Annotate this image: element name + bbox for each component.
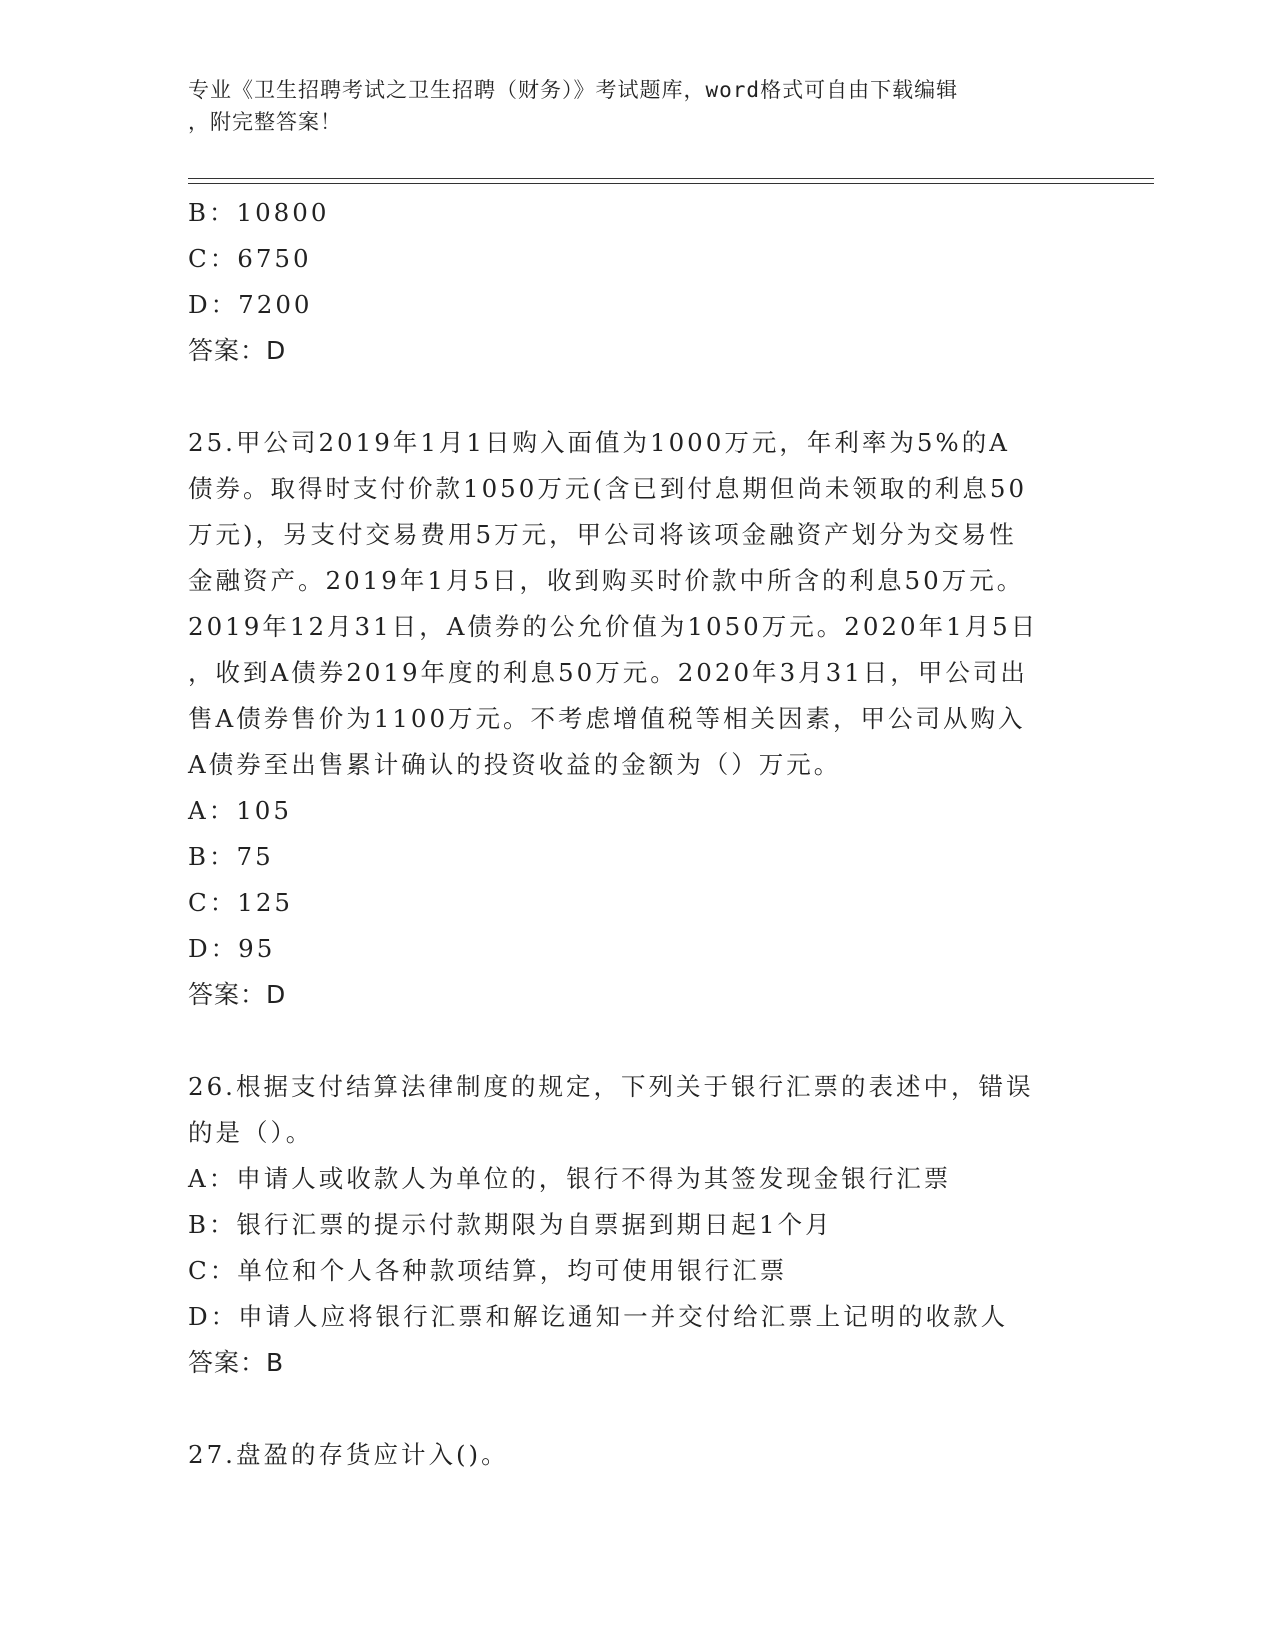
- question-content: [188, 190, 1088, 1478]
- question-text-line: A债券至出售累计确认的投资收益的金额为（）万元。: [188, 750, 842, 779]
- option-a: A：申请人或收款人为单位的，银行不得为其签发现金银行汇票: [188, 1164, 952, 1193]
- question-text-line: 万元)，另支付交易费用5万元，甲公司将该项金融资产划分为交易性: [188, 520, 1017, 549]
- question-text-line: 债券。取得时支付价款1050万元(含已到付息期但尚未领取的利息50: [188, 474, 1028, 503]
- answer-line: 答案：B: [188, 1348, 285, 1377]
- option-c: C：125: [188, 888, 294, 917]
- page-header: [188, 74, 1088, 138]
- option-b: B：银行汇票的提示付款期限为自票据到期日起1个月: [188, 1210, 833, 1239]
- question-text-line: 25.甲公司2019年1月1日购入面值为1000万元，年利率为5%的A: [188, 428, 1010, 457]
- header-divider-bottom: [188, 183, 1154, 184]
- option-d: D：申请人应将银行汇票和解讫通知一并交付给汇票上记明的收款人: [188, 1302, 1009, 1331]
- option-b: B：10800: [188, 198, 330, 227]
- option-c: C：单位和个人各种款项结算，均可使用银行汇票: [188, 1256, 788, 1285]
- question-text-line: 27.盘盈的存货应计入()。: [188, 1440, 509, 1469]
- question-25: [188, 420, 1088, 1018]
- answer-line: 答案：D: [188, 336, 287, 365]
- question-27: [188, 1432, 1088, 1478]
- answer-line: 答案：D: [188, 980, 287, 1009]
- header-title-line-2: ，附完整答案！: [188, 110, 342, 134]
- option-b: B：75: [188, 842, 274, 871]
- option-c: C：6750: [188, 244, 312, 273]
- question-text-line: 的是（）。: [188, 1118, 314, 1147]
- header-title-line-1: 专业《卫生招聘考试之卫生招聘（财务）》考试题库，word格式可自由下载编辑: [188, 78, 959, 102]
- question-text-line: 售A债券售价为1100万元。不考虑增值税等相关因素，甲公司从购入: [188, 704, 1026, 733]
- header-divider-top: [188, 178, 1154, 179]
- option-a: A：105: [188, 796, 292, 825]
- question-text-line: 2019年12月31日，A债券的公允价值为1050万元。2020年1月5日: [188, 612, 1039, 641]
- option-d: D：7200: [188, 290, 313, 319]
- question-text-line: 26.根据支付结算法律制度的规定，下列关于银行汇票的表述中，错误: [188, 1072, 1034, 1101]
- question-text-line: 金融资产。2019年1月5日，收到购买时价款中所含的利息50万元。: [188, 566, 1025, 595]
- option-d: D：95: [188, 934, 276, 963]
- question-text-line: ，收到A债券2019年度的利息50万元。2020年3月31日，甲公司出: [188, 658, 1028, 687]
- question-26: [188, 1064, 1088, 1386]
- question-24-tail: [188, 190, 1088, 374]
